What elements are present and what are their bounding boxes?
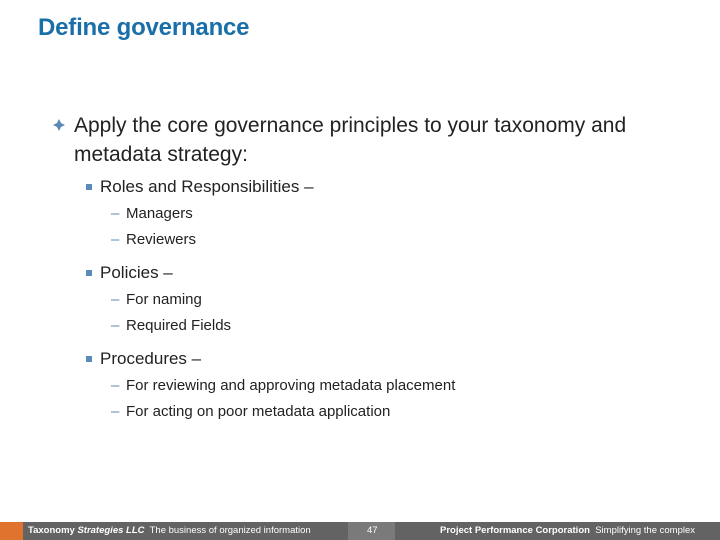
company-a-name: Taxonomy xyxy=(28,525,75,536)
list-item xyxy=(52,291,692,309)
dash-bullet-icon: – xyxy=(111,317,120,334)
item-text: For reviewing and approving metadata placement xyxy=(126,377,456,394)
dash-bullet-icon: – xyxy=(111,403,120,420)
company-a-tagline: The business of organized information xyxy=(149,525,311,536)
slide-title: Define governance xyxy=(38,14,250,41)
diamond-bullet-icon xyxy=(52,118,66,132)
list-item xyxy=(52,403,692,421)
section-procedures xyxy=(52,349,692,369)
square-bullet-icon xyxy=(86,270,92,276)
item-text: Required Fields xyxy=(126,317,232,334)
company-a-name-italic: Strategies LLC xyxy=(77,525,145,536)
company-b-tagline: Simplifying the complex xyxy=(595,525,695,536)
main-bullet xyxy=(52,111,692,169)
list-item xyxy=(52,231,692,249)
item-text: Managers xyxy=(126,205,193,222)
list-item xyxy=(52,377,692,395)
section-policies xyxy=(52,263,692,283)
list-item xyxy=(52,317,692,335)
logo-icon xyxy=(0,522,23,540)
list-item xyxy=(52,205,692,223)
item-text: For naming xyxy=(126,291,202,308)
dash-bullet-icon: – xyxy=(111,377,120,394)
item-text: For acting on poor metadata application xyxy=(126,403,391,420)
section-label: Policies – xyxy=(100,263,173,282)
dash-bullet-icon: – xyxy=(111,205,120,222)
company-b-name: Project Performance Corporation xyxy=(440,525,590,536)
footer-left xyxy=(28,525,311,536)
square-bullet-icon xyxy=(86,184,92,190)
section-label: Roles and Responsibilities – xyxy=(100,177,314,196)
dash-bullet-icon: – xyxy=(111,231,120,248)
section-roles xyxy=(52,177,692,197)
slide-content xyxy=(52,111,692,421)
square-bullet-icon xyxy=(86,356,92,362)
main-bullet-text: Apply the core governance principles to your taxonomy and metadata strategy: xyxy=(74,114,627,166)
page-number: 47 xyxy=(367,525,378,536)
section-label: Procedures – xyxy=(100,349,202,368)
item-text: Reviewers xyxy=(126,231,197,248)
footer-right xyxy=(440,525,695,536)
slide-footer xyxy=(0,522,720,540)
dash-bullet-icon: – xyxy=(111,291,120,308)
